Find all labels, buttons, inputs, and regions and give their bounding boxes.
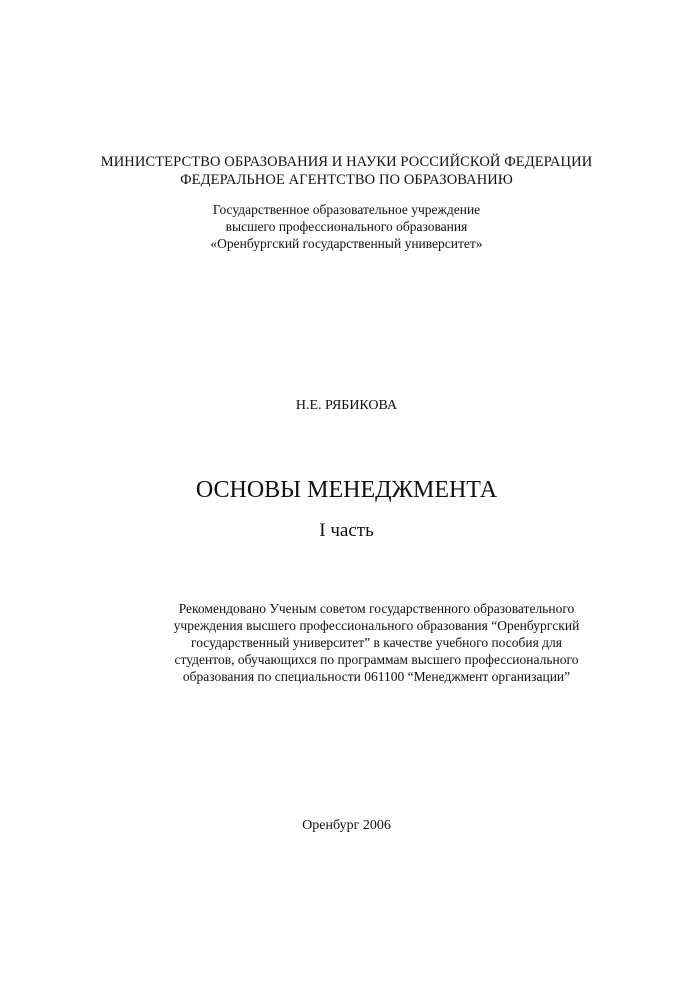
- book-part: I часть: [319, 520, 374, 541]
- recommendation-line-3: государственный университет” в качестве учебного пособия для: [191, 635, 562, 650]
- recommendation-line-5: образования по специальности 061100 “Менеджмент организации”: [182, 669, 571, 684]
- author-name: Н.Е. РЯБИКОВА: [295, 398, 398, 413]
- institution-line-1: Государственное образовательное учреждение: [212, 202, 481, 217]
- recommendation-line-4: студентов, обучающихся по программам высшего профессионального: [174, 652, 579, 667]
- book-title: ОСНОВЫ МЕНЕДЖМЕНТА: [195, 477, 498, 503]
- agency-heading: ФЕДЕРАЛЬНОЕ АГЕНТСТВО ПО ОБРАЗОВАНИЮ: [180, 172, 513, 188]
- ministry-heading: МИНИСТЕРСТВО ОБРАЗОВАНИЯ И НАУКИ РОССИЙСКОЙ ФЕДЕРАЦИИ: [100, 154, 593, 170]
- imprint-city-year: Оренбург 2006: [302, 818, 391, 833]
- recommendation-line-1: Рекомендовано Ученым советом государственного образовательного: [178, 601, 575, 616]
- institution-line-2: высшего профессионального образования: [225, 219, 468, 234]
- institution-line-3: «Оренбургский государственный университет»: [210, 236, 483, 251]
- recommendation-line-2: учреждения высшего профессионального образования “Оренбургский: [173, 618, 580, 633]
